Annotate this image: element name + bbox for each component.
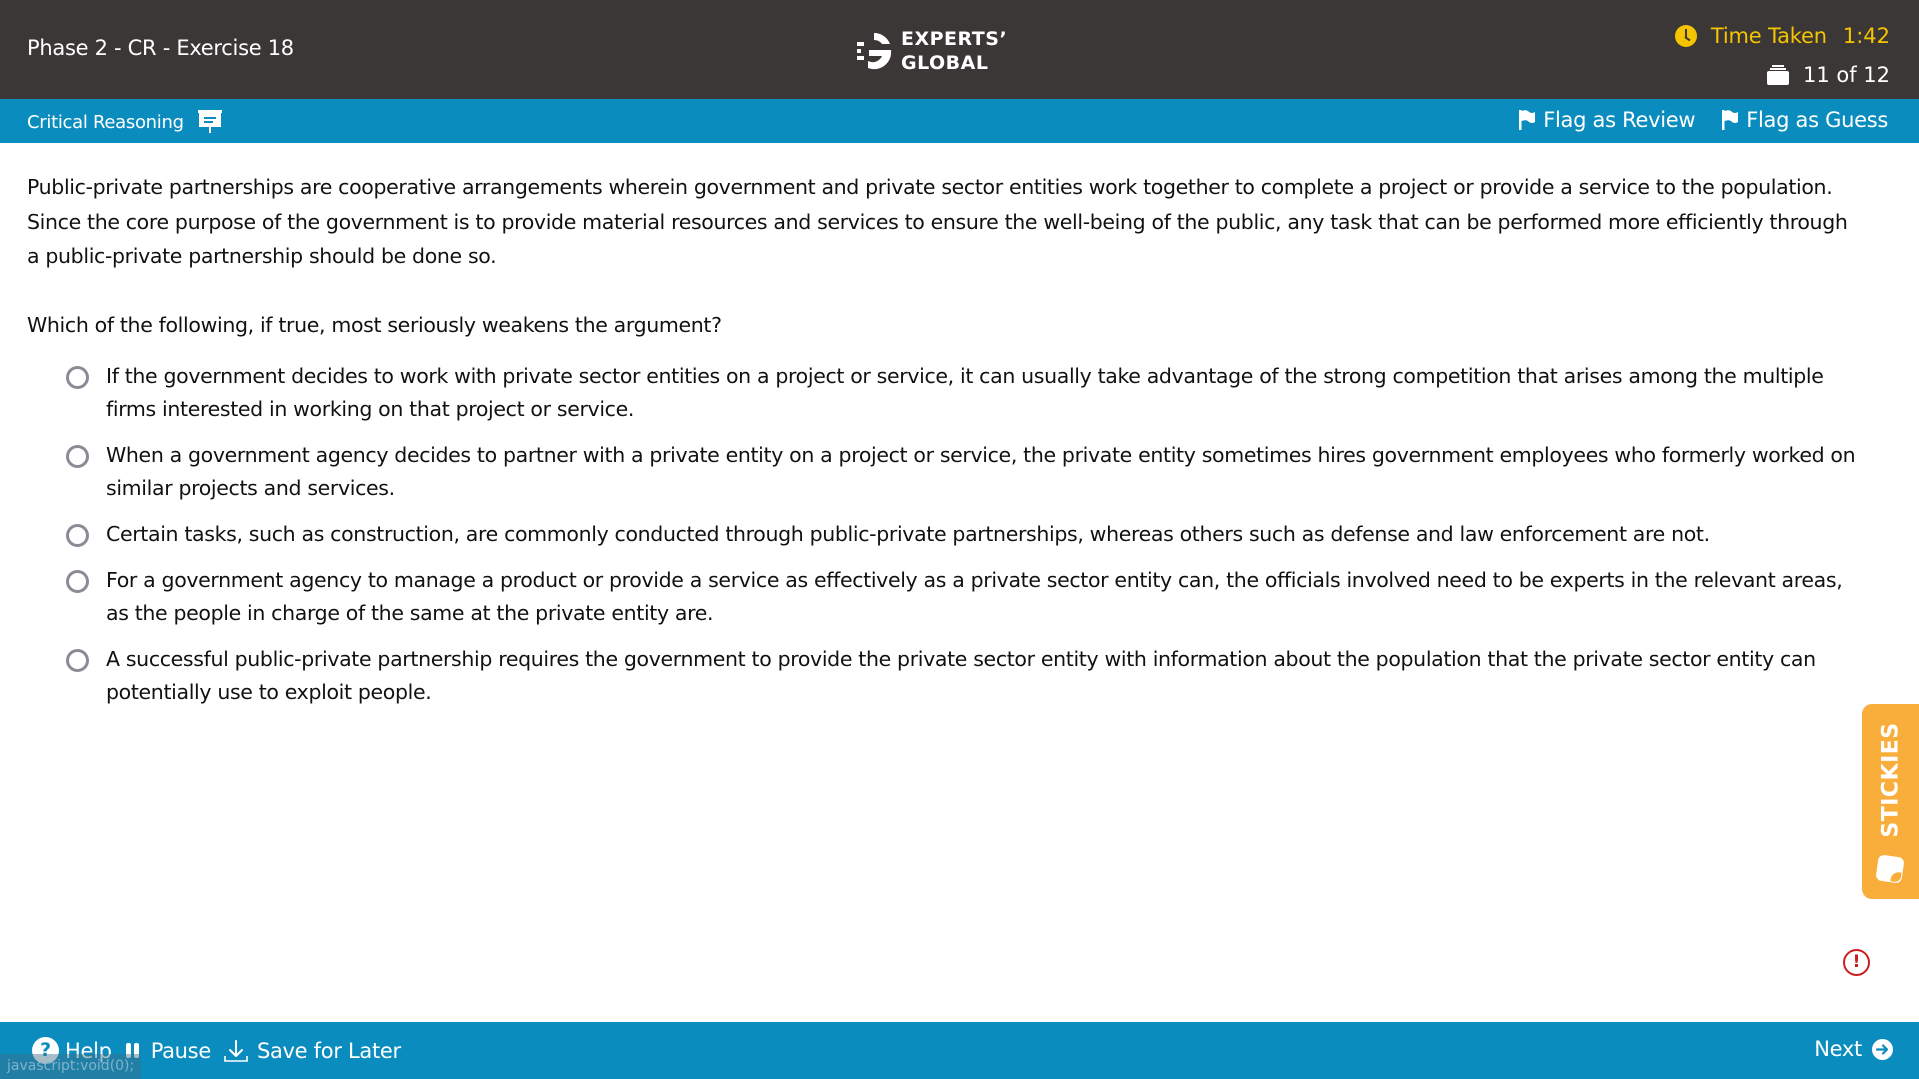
stickies-tab[interactable] <box>1862 704 1919 899</box>
flag-as-review-button[interactable] <box>1518 108 1695 132</box>
save-label: Save for Later <box>256 1038 401 1063</box>
presentation-board-icon[interactable] <box>198 110 222 134</box>
option-text: When a government agency decides to partner with a private entity on a project or service, the private entity sometimes hires government employees who formerly worked on similar projects and services. <box>106 443 1856 500</box>
question-stem: Which of the following, if true, most seriously weakens the argument? <box>27 312 722 337</box>
experts-global-logo <box>855 26 1015 76</box>
radio-button[interactable] <box>66 524 89 547</box>
clock-icon <box>1675 25 1697 47</box>
download-icon <box>223 1038 249 1064</box>
sticky-note-icon <box>1875 854 1904 883</box>
radio-button[interactable] <box>66 649 89 672</box>
option-text: A successful public-private partnership requires the government to provide the private sector entity with information about the population that the private sector entity can potentially use to exploit people. <box>106 647 1816 704</box>
question-content <box>27 170 1857 722</box>
flag-icon <box>1518 109 1536 131</box>
next-button[interactable] <box>1814 1037 1893 1061</box>
answer-option[interactable] <box>66 564 1857 630</box>
save-for-later-button[interactable] <box>223 1038 401 1064</box>
bottom-toolbar <box>0 1022 1919 1079</box>
option-text: If the government decides to work with private sector entities on a project or service, it can usually take advantage of the strong competition that arises among the multiple firms interested in working on that project or service. <box>106 364 1824 421</box>
timer-label: Time Taken <box>1710 24 1827 48</box>
arrow-right-icon <box>1872 1039 1893 1060</box>
flag-icon <box>1721 109 1739 131</box>
section-bar <box>0 99 1919 143</box>
browser-status-bar: javascript:void(0); <box>0 1054 141 1079</box>
radio-button[interactable] <box>66 445 89 468</box>
next-label: Next <box>1814 1037 1862 1061</box>
help-label: Help <box>65 1038 112 1063</box>
timer-value: 1:42 <box>1842 24 1890 48</box>
answer-option[interactable] <box>66 518 1857 551</box>
flag-as-guess-button[interactable] <box>1721 108 1888 132</box>
passage-text: Public-private partnerships are cooperative arrangements wherein government and private sector entities work together to complete a project or provide a service to the population. Since the core purpose of the government is to provide material resources and services to ensure the well-being of the public, any task that can be performed more efficiently through a public-private partnership should be done so. <box>27 175 1848 268</box>
logo-g-icon <box>855 30 893 72</box>
pause-label: Pause <box>150 1038 211 1063</box>
answer-option[interactable] <box>66 643 1857 709</box>
question-counter <box>1767 63 1890 87</box>
section-name <box>27 110 222 134</box>
section-label: Critical Reasoning <box>27 111 184 133</box>
logo-text-line1: EXPERTS’ <box>901 28 1008 50</box>
exercise-title: Phase 2 - CR - Exercise 18 <box>27 36 294 60</box>
time-taken <box>1675 24 1890 48</box>
answer-options <box>66 360 1857 709</box>
flag-review-label: Flag as Review <box>1543 108 1696 132</box>
answer-option[interactable] <box>66 360 1857 426</box>
top-header <box>0 0 1919 99</box>
logo-text-line2: GLOBAL <box>901 52 989 74</box>
counter-text: 11 of 12 <box>1802 63 1890 87</box>
option-text: For a government agency to manage a product or provide a service as effectively as a private sector entity can, the officials involved need to be experts in the relevant areas, as the people in charge of the same at the private entity are. <box>106 568 1843 625</box>
flag-guess-label: Flag as Guess <box>1746 108 1888 132</box>
radio-button[interactable] <box>66 570 89 593</box>
stickies-label: STICKIES <box>1878 722 1903 838</box>
stack-icon <box>1767 65 1789 85</box>
flag-actions <box>1492 108 1888 132</box>
radio-button[interactable] <box>66 366 89 389</box>
option-text: Certain tasks, such as construction, are commonly conducted through public-private partnerships, whereas others such as defense and law enforcement are not. <box>106 522 1710 546</box>
question-mark-icon: ? <box>32 1037 59 1064</box>
report-issue-icon[interactable]: ! <box>1843 949 1870 976</box>
answer-option[interactable] <box>66 439 1857 505</box>
